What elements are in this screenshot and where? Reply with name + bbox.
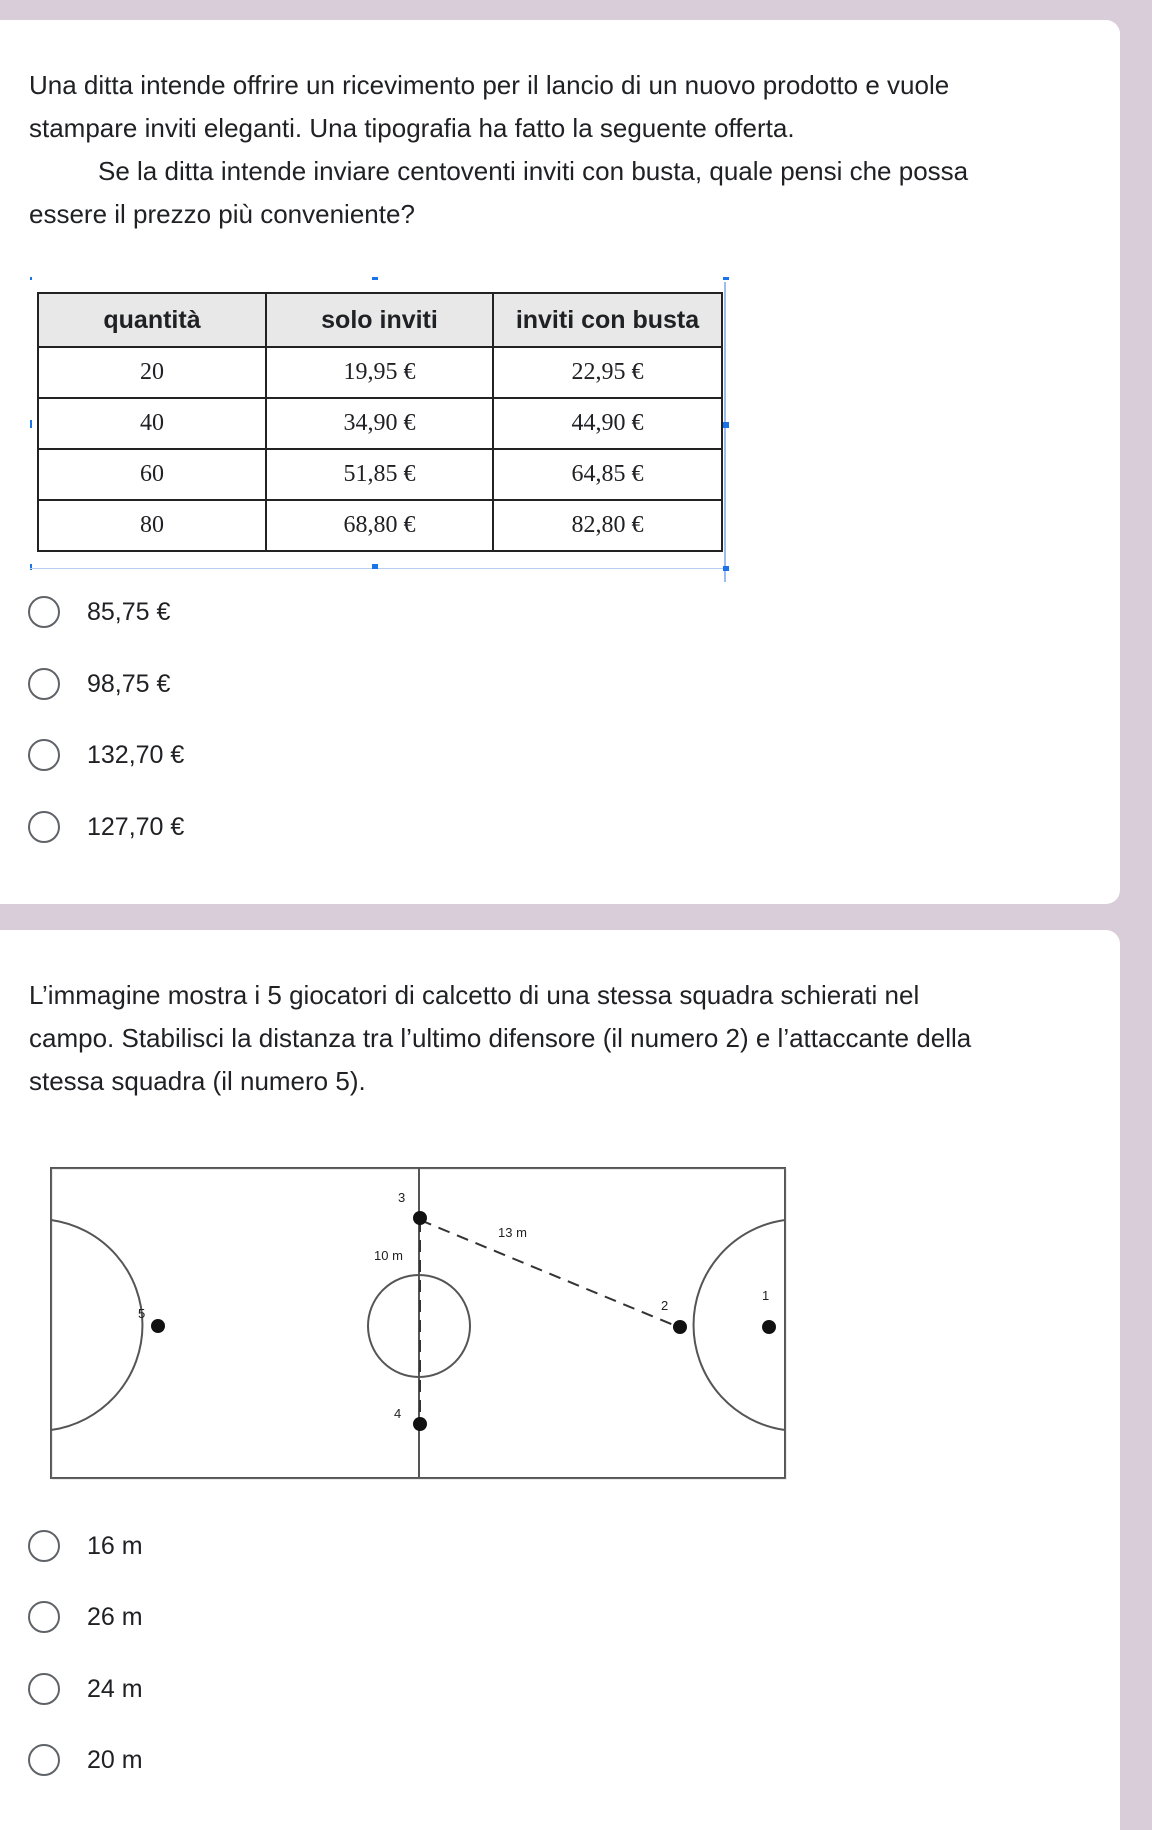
table-cell: 22,95 €: [493, 347, 722, 398]
option-label: 98,75 €: [87, 669, 171, 698]
question-text-futsal: [29, 974, 1089, 1103]
player-2-dot: [673, 1320, 687, 1334]
left-penalty-area: [51, 1220, 142, 1430]
answer-option[interactable]: [28, 1673, 143, 1705]
radio-button[interactable]: [28, 596, 60, 628]
selection-handle: [723, 277, 729, 280]
selection-handle: [372, 277, 378, 280]
answer-option[interactable]: [28, 739, 184, 771]
option-label: 127,70 €: [87, 812, 185, 841]
player-1-dot: [762, 1320, 776, 1334]
price-table-image: [37, 292, 723, 552]
player-label-2: 2: [661, 1298, 669, 1313]
player-5-dot: [151, 1319, 165, 1333]
question-line: stessa squadra (il numero 5).: [29, 1066, 366, 1096]
selection-handle: [30, 277, 32, 280]
table-row: [38, 449, 722, 500]
answer-option[interactable]: [28, 668, 170, 700]
question-line: L’immagine mostra i 5 giocatori di calcetto di una stessa squadra schierati nel: [29, 980, 920, 1010]
table-cell: 68,80 €: [266, 500, 493, 551]
table-cell: 34,90 €: [266, 398, 493, 449]
dashed-line-13m: [420, 1220, 676, 1326]
radio-button[interactable]: [28, 811, 60, 843]
futsal-field-diagram: [46, 1160, 790, 1480]
futsal-field-image: [46, 1160, 790, 1485]
distance-label-13m: 13 m: [498, 1225, 527, 1240]
answer-option[interactable]: [28, 596, 170, 628]
selection-handle: [30, 568, 726, 569]
table-header-row: [38, 293, 722, 347]
radio-button[interactable]: [28, 739, 60, 771]
column-header: solo inviti: [266, 293, 493, 347]
option-label: 132,70 €: [87, 740, 185, 769]
player-label-4: 4: [394, 1406, 402, 1421]
table-cell: 82,80 €: [493, 500, 722, 551]
answer-option[interactable]: [28, 1530, 143, 1562]
radio-button[interactable]: [28, 1673, 60, 1705]
selection-handle: [724, 282, 726, 582]
table-cell: 64,85 €: [493, 449, 722, 500]
distance-label-10m: 10 m: [374, 1248, 403, 1263]
radio-button[interactable]: [28, 1744, 60, 1776]
answer-option[interactable]: [28, 1601, 143, 1633]
table-row: [38, 398, 722, 449]
answer-option[interactable]: [28, 811, 184, 843]
table-cell: 51,85 €: [266, 449, 493, 500]
selection-handle: [723, 566, 729, 571]
option-label: 24 m: [87, 1674, 143, 1703]
table-cell: 19,95 €: [266, 347, 493, 398]
player-label-1: 1: [762, 1288, 770, 1303]
table-cell: 80: [38, 500, 266, 551]
player-3-dot: [413, 1211, 427, 1225]
question-line: Se la ditta intende inviare centoventi inviti con busta, quale pensi che possa: [98, 156, 969, 186]
answer-option[interactable]: [28, 1744, 143, 1776]
question-card-invites: [0, 20, 1120, 904]
selection-handle: [723, 422, 729, 428]
table-cell: 60: [38, 449, 266, 500]
column-header: quantità: [38, 293, 266, 347]
player-label-5: 5: [138, 1306, 146, 1321]
option-label: 26 m: [87, 1602, 143, 1631]
question-line: Una ditta intende offrire un ricevimento per il lancio di un nuovo prodotto e vuole: [29, 70, 950, 100]
table-row: [38, 500, 722, 551]
radio-button[interactable]: [28, 1530, 60, 1562]
table-cell: 44,90 €: [493, 398, 722, 449]
table-cell: 40: [38, 398, 266, 449]
table-row: [38, 347, 722, 398]
player-4-dot: [413, 1417, 427, 1431]
radio-button[interactable]: [28, 1601, 60, 1633]
price-table: [37, 292, 723, 552]
column-header: inviti con busta: [493, 293, 722, 347]
selection-handle: [30, 420, 32, 428]
question-line: stampare inviti eleganti. Una tipografia ha fatto la seguente offerta.: [29, 113, 795, 143]
table-cell: 20: [38, 347, 266, 398]
option-label: 85,75 €: [87, 597, 171, 626]
option-label: 16 m: [87, 1531, 143, 1560]
question-text-invites: [29, 64, 1089, 236]
option-label: 20 m: [87, 1745, 143, 1774]
radio-button[interactable]: [28, 668, 60, 700]
selection-handle: [372, 564, 378, 569]
question-line: essere il prezzo più conveniente?: [29, 199, 415, 229]
question-line: campo. Stabilisci la distanza tra l’ultimo difensore (il numero 2) e l’attaccante della: [29, 1023, 972, 1053]
selection-handle: [30, 564, 32, 570]
player-label-3: 3: [398, 1190, 406, 1205]
